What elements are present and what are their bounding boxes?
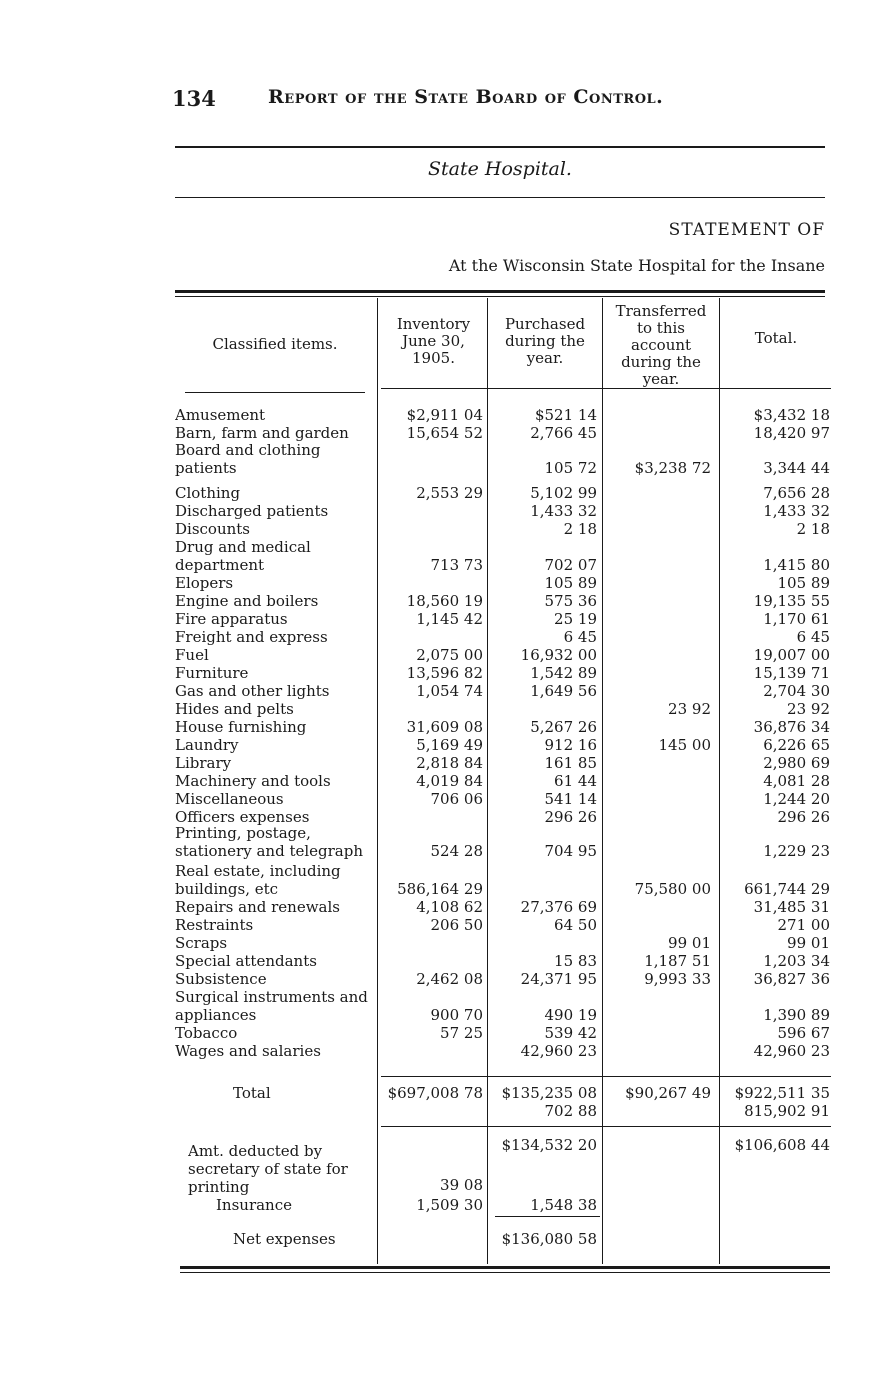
row-label: House furnishing [175,718,307,736]
row-label: Clothing [175,484,241,502]
total-purchased: $135,235 08 [501,1084,597,1102]
row-inventory: $2,911 04 [406,406,483,424]
net-expenses-row [0,1230,887,1248]
row-total: 36,876 34 [753,718,830,736]
row-purchased: 16,932 00 [520,646,597,664]
table-row [0,808,887,826]
insurance-label: Insurance [216,1196,292,1214]
table-row [0,916,887,934]
net-purchased: $134,532 20 [501,1136,597,1154]
table-row [0,484,887,502]
table-row [0,574,887,592]
row-purchased: 704 95 [544,842,597,860]
table-row [0,970,887,988]
row-inventory: 1,054 74 [416,682,483,700]
insurance-rule [495,1216,600,1217]
row-label: Fire apparatus [175,610,288,628]
row-transferred: 145 00 [658,736,711,754]
row-label: Hides and pelts [175,700,294,718]
row-purchased: 27,376 69 [520,898,597,916]
row-label: Repairs and renewals [175,898,340,916]
net-rule [381,1126,831,1127]
row-purchased: 105 72 [544,459,597,477]
row-label: Board and clothing patients [175,441,321,477]
row-purchased: 296 26 [544,808,597,826]
table-row [0,502,887,520]
row-total: 661,744 29 [744,880,830,898]
row-purchased: 702 07 [544,556,597,574]
row-purchased: $521 14 [534,406,597,424]
insurance-row [0,1196,887,1214]
table-row [0,628,887,646]
row-inventory: 586,164 29 [397,880,483,898]
table-bottom-rule [180,1266,830,1269]
row-total: 15,139 71 [753,664,830,682]
net-expenses-purchased: $136,080 58 [501,1230,597,1248]
row-purchased: 5,102 99 [530,484,597,502]
row-purchased: 25 19 [554,610,597,628]
header-transferred: Transferred to this account during the year. [615,302,707,388]
row-label: Restraints [175,916,254,934]
row-total: 3,344 44 [763,459,830,477]
table-row [0,790,887,808]
row-label: Tobacco [175,1024,238,1042]
row-label: Printing, postage, stationery and telegraph [175,824,364,860]
table-row [0,520,887,538]
row-inventory: 1,145 42 [416,610,483,628]
row-purchased: 541 14 [544,790,597,808]
row-total: 6 45 [796,628,830,646]
row-purchased: 1,542 89 [530,664,597,682]
table-row [0,824,887,860]
row-inventory: 57 25 [440,1024,483,1042]
row-purchased: 61 44 [554,772,597,790]
row-inventory: 900 70 [430,1006,483,1024]
row-transferred: 1,187 51 [644,952,711,970]
table-row [0,772,887,790]
row-total: 1,244 20 [763,790,830,808]
row-label: Freight and express [175,628,328,646]
row-total: 23 92 [787,700,830,718]
row-inventory: 2,553 29 [416,484,483,502]
row-purchased: 105 89 [544,574,597,592]
row-total: $3,432 18 [753,406,830,424]
table-top-rule [175,290,825,293]
row-inventory: 524 28 [430,842,483,860]
total-label: Total [233,1084,271,1102]
row-total: 31,485 31 [753,898,830,916]
statement-subheading: At the Wisconsin State Hospital for the Insane [448,256,825,275]
row-total: 1,390 89 [763,1006,830,1024]
row-label: Surgical instruments and appliances [175,988,368,1024]
statement-heading: STATEMENT OF [668,220,825,240]
total-purchased-less: 702 88 [544,1102,597,1120]
row-inventory: 31,609 08 [406,718,483,736]
row-total: 19,135 55 [753,592,830,610]
table-row [0,1024,887,1042]
row-label: Special attendants [175,952,317,970]
top-rule [175,146,825,148]
net-total: $106,608 44 [734,1136,830,1154]
row-total: 2 18 [796,520,830,538]
insurance-purchased: 1,548 38 [530,1196,597,1214]
row-total: 2,704 30 [763,682,830,700]
table-row [0,424,887,442]
row-inventory: 713 73 [430,556,483,574]
total-total-less: 815,902 91 [744,1102,830,1120]
row-inventory: 206 50 [430,916,483,934]
table-row [0,441,887,477]
row-inventory: 706 06 [430,790,483,808]
table-row [0,592,887,610]
row-total: 42,960 23 [753,1042,830,1060]
row-label: Engine and boilers [175,592,319,610]
table-row [0,682,887,700]
header-rule [185,392,365,393]
deduction-item: Amt. deducted by secretary of state for printing [188,1142,348,1196]
row-purchased: 5,267 26 [530,718,597,736]
row-total: 2,980 69 [763,754,830,772]
table-row [0,1042,887,1060]
row-total: 1,415 80 [763,556,830,574]
row-inventory: 18,560 19 [406,592,483,610]
table-top-rule-thin [175,296,825,297]
row-purchased: 6 45 [563,628,597,646]
row-label: Discounts [175,520,250,538]
row-total: 1,170 61 [763,610,830,628]
row-purchased: 15 83 [554,952,597,970]
table-row [0,718,887,736]
row-transferred: 9,993 33 [644,970,711,988]
table-row [0,898,887,916]
table-row [0,754,887,772]
deduction-inventory: 39 08 [440,1176,483,1194]
row-label: Amusement [175,406,266,424]
row-purchased: 42,960 23 [520,1042,597,1060]
row-total: 596 67 [777,1024,830,1042]
running-head: Report of the State Board of Control. [268,86,664,108]
insurance-inventory: 1,509 30 [416,1196,483,1214]
row-label: Laundry [175,736,239,754]
row-label: Furniture [175,664,249,682]
row-label: Gas and other lights [175,682,330,700]
table-row [0,862,887,898]
header-item: Classified items. [212,335,338,353]
row-transferred: 75,580 00 [634,880,711,898]
table-row [0,700,887,718]
row-total: 271 00 [777,916,830,934]
row-purchased: 1,649 56 [530,682,597,700]
table-row [0,736,887,754]
table-row [0,610,887,628]
row-purchased: 2 18 [563,520,597,538]
row-label: Machinery and tools [175,772,331,790]
table-row [0,664,887,682]
header-total: Total. [754,329,798,347]
total-row [0,1084,887,1102]
header-rule [381,388,831,389]
table-row [0,934,887,952]
row-inventory: 2,075 00 [416,646,483,664]
row-purchased: 64 50 [554,916,597,934]
table-row [0,538,887,574]
table-row [0,988,887,1024]
row-transferred: $3,238 72 [634,459,711,477]
page-number: 134 [172,86,216,111]
row-total: 7,656 28 [763,484,830,502]
row-total: 19,007 00 [753,646,830,664]
total-inventory: $697,008 78 [387,1084,483,1102]
row-label: Drug and medical department [175,538,311,574]
row-purchased: 490 19 [544,1006,597,1024]
row-inventory: 13,596 82 [406,664,483,682]
row-total: 1,203 34 [763,952,830,970]
row-label: Subsistence [175,970,267,988]
row-transferred: 23 92 [668,700,711,718]
row-total: 1,433 32 [763,502,830,520]
row-total: 18,420 97 [753,424,830,442]
total-total: $922,511 35 [734,1084,830,1102]
row-total: 296 26 [777,808,830,826]
table-row [0,406,887,424]
row-total: 105 89 [777,574,830,592]
row-label: Library [175,754,232,772]
total-rule [381,1076,831,1077]
row-transferred: 99 01 [668,934,711,952]
row-inventory: 15,654 52 [406,424,483,442]
header-purchased: Purchased during the year. [504,315,586,367]
row-total: 4,081 28 [763,772,830,790]
row-total: 36,827 36 [753,970,830,988]
row-purchased: 912 16 [544,736,597,754]
table-bottom-rule-thin [180,1272,830,1273]
row-label: Wages and salaries [175,1042,321,1060]
row-total: 6,226 65 [763,736,830,754]
section-title: State Hospital. [428,158,572,180]
row-total: 1,229 23 [763,842,830,860]
row-purchased: 161 85 [544,754,597,772]
total-transferred: $90,267 49 [625,1084,711,1102]
net-expenses-label: Net expenses [233,1230,336,1248]
row-purchased: 539 42 [544,1024,597,1042]
row-label: Discharged patients [175,502,329,520]
deduction-row [0,1176,887,1194]
row-inventory: 4,108 62 [416,898,483,916]
row-label: Elopers [175,574,234,592]
total-less-row [0,1102,887,1120]
row-purchased: 1,433 32 [530,502,597,520]
row-total: 99 01 [787,934,830,952]
row-purchased: 2,766 45 [530,424,597,442]
row-purchased: 575 36 [544,592,597,610]
table-row [0,952,887,970]
row-purchased: 24,371 95 [520,970,597,988]
row-label: Officers expenses [175,808,310,826]
row-label: Miscellaneous [175,790,284,808]
row-label: Scraps [175,934,228,952]
row-inventory: 4,019 84 [416,772,483,790]
row-label: Real estate, including buildings, etc [175,862,341,898]
row-inventory: 2,818 84 [416,754,483,772]
row-label: Fuel [175,646,209,664]
row-label: Barn, farm and garden [175,424,349,442]
section-rule [175,197,825,198]
row-inventory: 2,462 08 [416,970,483,988]
row-inventory: 5,169 49 [416,736,483,754]
header-inventory: Inventory June 30, 1905. [396,315,471,367]
table-row [0,646,887,664]
